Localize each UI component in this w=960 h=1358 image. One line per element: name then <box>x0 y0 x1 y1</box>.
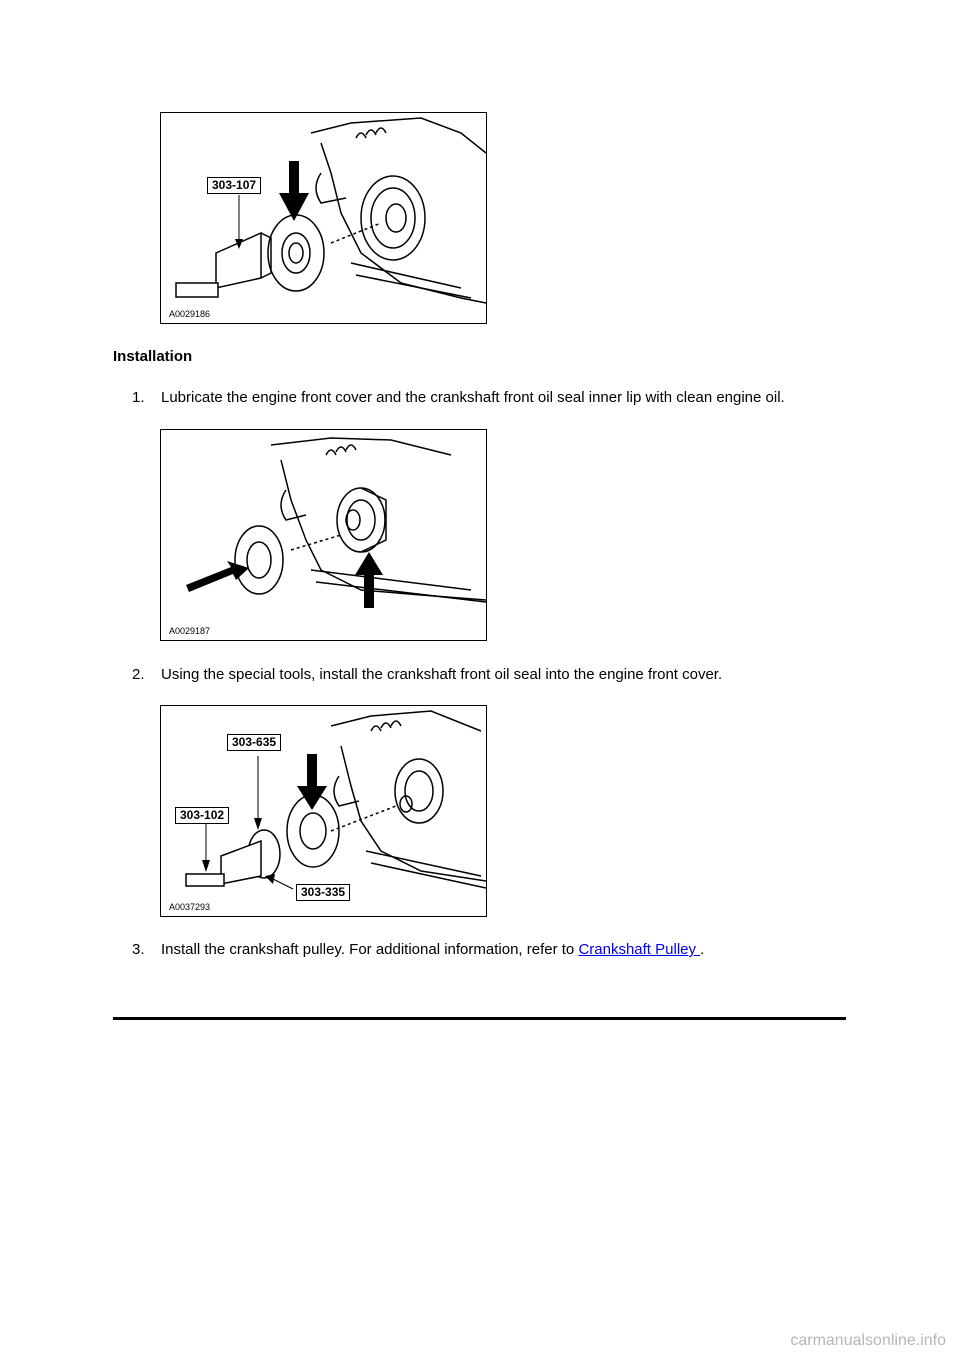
tool-label: 303-635 <box>227 734 281 751</box>
figure-id: A0029186 <box>169 309 211 319</box>
section-heading: Installation <box>113 348 193 365</box>
tool-label: 303-335 <box>296 884 350 901</box>
section-divider <box>113 1017 846 1020</box>
step-2 <box>132 666 722 684</box>
step-3 <box>132 941 704 959</box>
step-text: Lubricate the engine front cover and the crankshaft front oil seal inner lip with clean engine oil. <box>161 389 785 406</box>
step-1 <box>132 389 785 407</box>
figure-lubricate <box>160 429 487 641</box>
step-number: 2. <box>132 666 145 683</box>
crankshaft-pulley-link[interactable]: Crankshaft Pulley <box>578 941 701 958</box>
tool-label: 303-107 <box>207 177 261 194</box>
step-text-end: . <box>700 941 705 958</box>
figure-seal-removal <box>160 112 487 324</box>
step-number: 3. <box>132 941 145 958</box>
step-text: Using the special tools, install the crankshaft front oil seal into the engine front cover. <box>161 666 723 683</box>
figure-seal-installation <box>160 705 487 917</box>
seal-removal-illustration <box>161 113 486 323</box>
figure-id: A0029187 <box>169 626 211 636</box>
figure-id: A0037293 <box>169 902 211 912</box>
watermark: carmanualsonline.info <box>790 1332 946 1349</box>
step-text: Install the crankshaft pulley. For additional information, refer to <box>161 941 579 958</box>
lubricate-illustration <box>161 430 486 640</box>
step-number: 1. <box>132 389 145 406</box>
tool-label: 303-102 <box>175 807 229 824</box>
